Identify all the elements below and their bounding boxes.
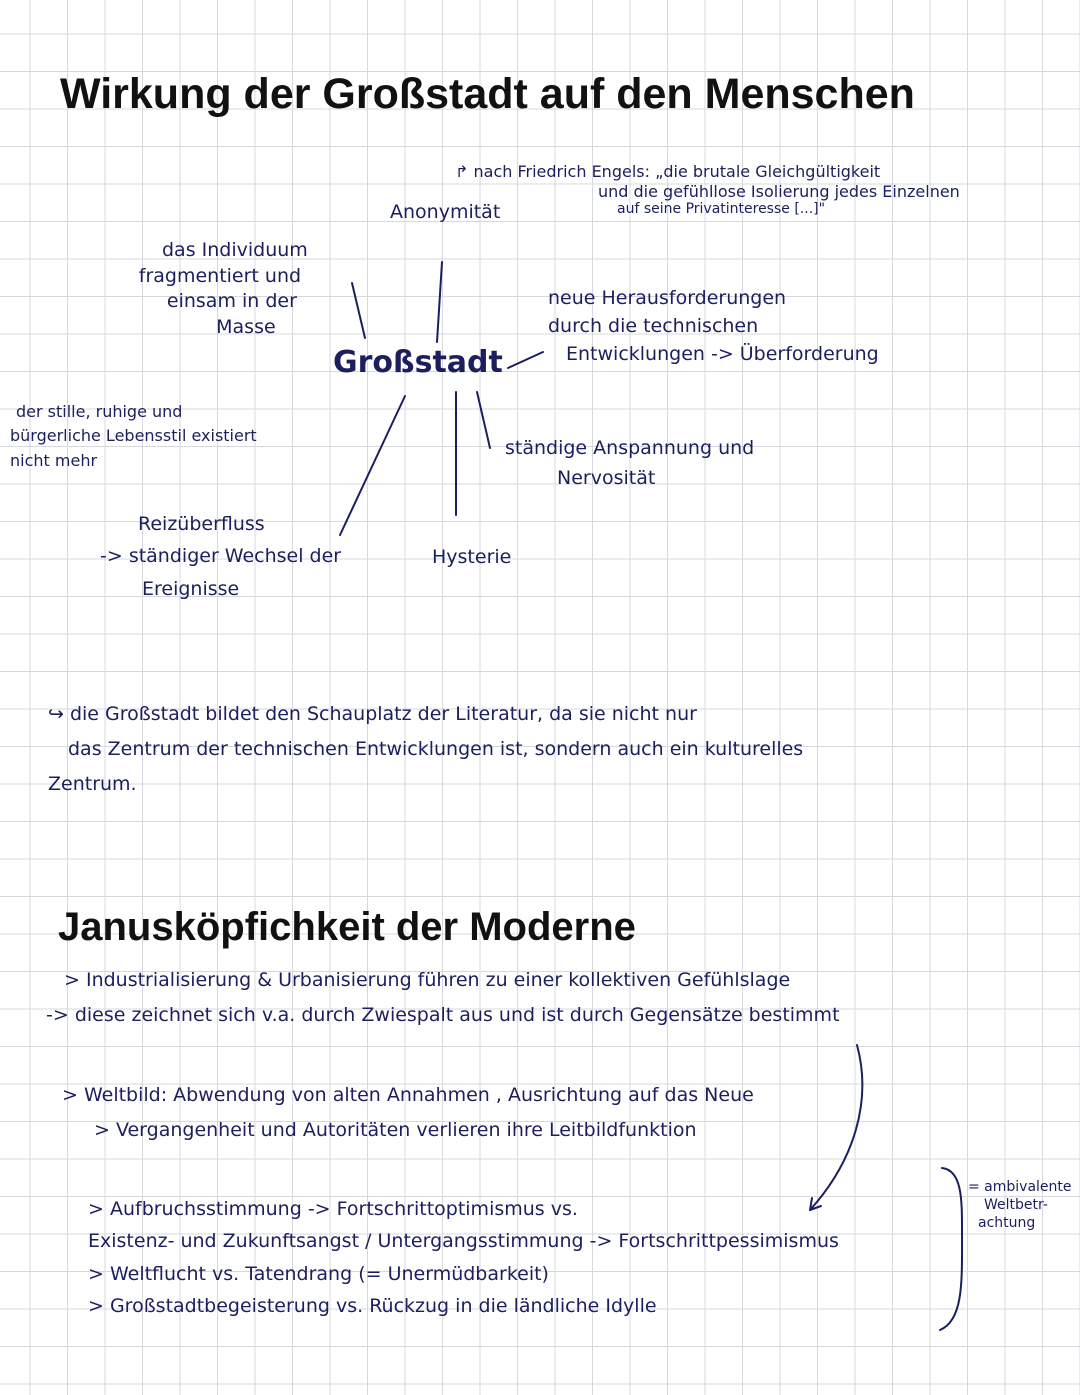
ambivalent-line-1: = ambivalente: [968, 1179, 1072, 1195]
individuum-line-1: das Individuum: [162, 239, 308, 261]
ambivalent-note: [968, 1178, 1072, 1233]
connector-herausforderungen: [508, 352, 543, 368]
herausforderungen-line-1: neue Herausforderungen: [548, 287, 787, 309]
connector-individuum: [352, 283, 365, 338]
reiz-line-1: Reizüberfluss: [138, 513, 265, 535]
conclusion-paragraph: [48, 697, 803, 802]
weltbild-line-2: > Vergangenheit und Autoritäten verlieren ihre Leitbildfunktion: [94, 1119, 697, 1142]
intro-line-2: -> diese zeichnet sich v.a. durch Zwiespalt aus und ist durch Gegensätze bestimmt: [46, 1004, 840, 1027]
reiz-line-3: Ereignisse: [142, 577, 240, 600]
node-lebensstil: [10, 397, 257, 476]
gegensatz-item-2: Existenz- und Zukunftsangst / Untergangsstimmung -> Fortschrittpessimismus: [88, 1230, 839, 1253]
ambivalent-line-3: achtung: [978, 1215, 1036, 1232]
connector-reiz: [340, 396, 405, 535]
conclusion-line-1: ↪ die Großstadt bildet den Schauplatz der Literatur, da sie nicht nur: [48, 703, 697, 725]
conclusion-line-3: Zentrum.: [48, 773, 137, 796]
anspannung-line-1: ständige Anspannung und: [505, 437, 755, 459]
reiz-line-2: -> ständiger Wechsel der: [100, 545, 342, 568]
individuum-line-2: fragmentiert und: [138, 264, 302, 287]
individuum-line-3: einsam in der: [166, 290, 297, 313]
node-herausforderungen: [548, 280, 879, 372]
individuum-line-4: Masse: [216, 315, 276, 338]
gegensatz-item-1: > Aufbruchsstimmung -> Fortschrittoptimismus vs.: [88, 1198, 578, 1220]
lebensstil-line-1: der stille, ruhige und: [16, 402, 183, 421]
lebensstil-line-3: nicht mehr: [10, 450, 98, 470]
node-anspannung: [505, 433, 754, 494]
section-title-moderne: Janusköpfichkeit der Moderne: [58, 905, 636, 949]
connector-arrow-curve: [810, 1045, 862, 1210]
node-individuum: [132, 238, 308, 341]
engels-line-1: ↱ nach Friedrich Engels: „die brutale Gleichgültigkeit: [455, 162, 881, 181]
weltbild-paragraph: [62, 1078, 754, 1148]
herausforderungen-line-2: durch die technischen: [548, 315, 759, 338]
node-hysterie: Hysterie: [432, 546, 512, 568]
gegensatz-item-3: > Weltflucht vs. Tatendrang (= Unermüdbarkeit): [88, 1262, 549, 1285]
intro-line-1: > Industrialisierung & Urbanisierung führen zu einer kollektiven Gefühlslage: [64, 969, 791, 991]
gegensatz-item-4: > Großstadtbegeisterung vs. Rückzug in die ländliche Idylle: [88, 1294, 657, 1317]
curly-bracket: [940, 1168, 962, 1330]
herausforderungen-line-3: Entwicklungen -> Überforderung: [566, 343, 879, 366]
lebensstil-line-2: bürgerliche Lebensstil existiert: [10, 426, 257, 446]
intro-paragraph: [46, 963, 840, 1033]
node-reizueberfluss: [100, 508, 341, 605]
connector-anonymitat: [437, 262, 442, 342]
gegensaetze-list: [88, 1193, 839, 1322]
anspannung-line-2: Nervosität: [557, 467, 656, 490]
engels-line-2: und die gefühllose Isolierung jedes Einzelnen: [598, 181, 960, 201]
node-center-grossstadt: Großstadt: [333, 345, 503, 380]
ambivalent-line-2: Weltbetr-: [984, 1197, 1048, 1214]
node-anonymitat: Anonymität: [390, 201, 501, 223]
weltbild-line-1: > Weltbild: Abwendung von alten Annahmen , Ausrichtung auf das Neue: [62, 1084, 754, 1106]
node-engels-quote: [455, 162, 960, 218]
engels-line-3: auf seine Privatinteresse [...]": [617, 201, 826, 218]
connector-anspannung: [477, 392, 490, 448]
conclusion-line-2: das Zentrum der technischen Entwicklungen ist, sondern auch ein kulturelles: [68, 738, 804, 761]
section-title-grossstadt: Wirkung der Großstadt auf den Menschen: [60, 70, 915, 118]
